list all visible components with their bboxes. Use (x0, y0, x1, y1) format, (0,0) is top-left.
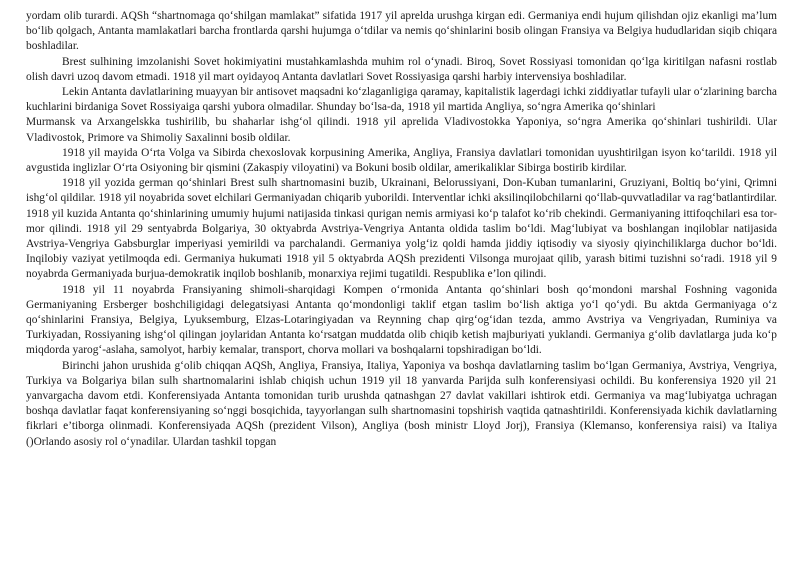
paragraph-2: Brest sulhining imzolanishi Sovet hokimiyatini mustahkamlashda muhim rol o‘ynadi. Biroq, Sovet Rossiyasi tomonidan qo‘lga kiritilgan nafasni rostlab olish davri uzoq davom etmadi. 1918 yil mart oyidayoq Antanta davlatlari Sovet Rossiyasiga qarshi harbiy intervensiya boshladilar. (26, 55, 777, 83)
paragraph-3: Lekin Antanta davlatlarining muayyan bir antisovet maqsadni ko‘zlaganligiga qaramay, kapitalistik lagerdagi ichki ziddiyatlar tufayli ular o‘zlarining barcha kuchlarini birdaniga Sovet Rossiyaiga qarshi yubora olmadilar. Shunday bo‘lsa-da, 1918 yil martida Angliya, so‘ngra Amerika qo‘shinlari (26, 86, 777, 114)
paragraph-6: 1918 yil yozida german qo‘shinlari Brest sulh shartnomasini buzib, Ukrainani, Belorussiyani, Don-Kuban tumanlarini, Gruziyani, Boltiq bo‘yini, Qrimni ishg‘ol qildilar. 1918 yil noyabrida sovet elchilari Germaniyadan chiqarib yuborildi. Interventlar ichki aksilinqilobchilarni qo‘llab-quvvatladilar va rag‘batlantirdilar. 1918 yil kuzida Antanta qo‘shinlarining umumiy hujumi natijasida tinkasi qurigan nemis armiyasi ko‘p talafot ko‘rib chekindi. Germaniyaning ittifoqchilari esa tor-mor qilindi. 1918 yil 29 sentyabrda Bolgariya, 30 oktyabrda Avstriya-Vengriya Antanta oldida taslim bo‘ldi. Mag‘lubiyat va boshlangan inqiloblar natijasida Avstriya-Vengriya Gabsburglar imperiyasi yemirildi va parchalandi. Germaniya yolg‘iz qoldi hamda jiddiy iqtisodiy va siyosiy qiyinchiliklarga duchor bo‘ldi. Inqilobiy vaziyat yetilmoqda edi. Germaniya hukumati 1918 yil 5 oktyabrda AQSh prezidenti Vilsonga murojaat qilib, yarash bitimi tuzishni so‘radi. 1918 yil 9 noyabrda Germaniyada burjua-demokratik inqilob boshlanib, monarxiya rejimi tugatildi. Respublika e’lon qilindi. (26, 177, 777, 281)
paragraph-5: 1918 yil mayida O‘rta Volga va Sibirda chexoslovak korpusining Amerika, Angliya, Fransiya davlatlari tomonidan uyushtirilgan isyon ko‘tarildi. 1918 yil avgustida inglizlar O‘rta Osiyoning bir qismini (Zakaspiy viloyatini) va Bokuni bosib oldilar, amerikaliklar Sibirga bostirib kirdilar. (26, 146, 777, 175)
document-body (26, 9, 777, 450)
paragraph-7: 1918 yil 11 noyabrda Fransiyaning shimoli-sharqidagi Kompen o‘rmonida Antanta qo‘shinlari bosh qo‘mondoni marshal Foshning vagonida Germaniyaning Ersberger boshchiligidagi delegatsiyasi Antanta qo‘mondonligi taklif etgan taslim bo‘lish aktiga yo‘l qo‘ydi. Bu aktda Germaniyaga o‘z qo‘shinlarini Fransiya, Belgiya, Lyuksemburg, Elzas-Lotaringiyadan va Reynning chap qirg‘og‘idan tezda, ammo Avstriya va Vengriyadan, Ruminiya va Turkiyadan, Rossiyaning ishg‘ol qilingan joylaridan Antanta ko‘rsatgan muddatda olib chiqib ketish majburiyati yuklandi. Germaniya g‘olib davlatlarga juda ko‘p miqdorda yarog‘-aslaha, samolyot, harbiy kemalar, transport, chorva mollari va boshqalarni topshiradigan bo‘ldi. (26, 283, 777, 357)
paragraph-4: Murmansk va Arxangelskka tushirilib, bu shaharlar ishg‘ol qilindi. 1918 yil aprelida Vladivostokka Yaponiya, so‘ngra Amerika qo‘shinlari tushirildi. Ular Vladivostok, Primore va Shimoliy Saxalinni bosib oldilar. (26, 116, 777, 144)
paragraph-8: Birinchi jahon urushida g‘olib chiqqan AQSh, Angliya, Fransiya, Italiya, Yaponiya va boshqa davlatlarning taslim bo‘lgan Germaniya, Avstriya, Vengriya, Turkiya va Bolgariya bilan sulh shartnomalarini ishlab chiqish uchun 1919 yil 18 yanvarda Parijda sulh konferensiyasi ochildi. Bu konferensiya 1920 yil 21 yanvargacha davom etdi. Konferensiyada Antanta tomonidan turib urushda qatnashgan 27 davlat vakillari ishtirok etdi. Germaniya va mag‘lubiyatga uchragan boshqa davlatlar faqat konferensiyaning so‘nggi bosqichida, tayyorlangan sulh shartnomasini topshirish vaqtida qatnashtirildi. Konferensiyada kichik davlatlarning fikrlari e’tiborga olinmadi. Konferensiyada AQSh (prezident Vilson), Angliya (bosh ministr Lloyd Jorj), Fransiya (Klemanso, konferensiya raisi) va Italiya ()Orlando asosiy rol o‘ynadilar. Ulardan tashkil topgan (26, 359, 777, 448)
paragraph-1: yordam olib turardi. AQSh “shartnomaga qo‘shilgan mamlakat” sifatida 1917 yil aprelda urushga kirgan edi. Germaniya endi hujum qilishdan ojiz ekanligi ma’lum bo‘lib qolgach, Antanta mamlakatlari barcha frontlarda qarshi hujumga o‘tdilar va nemis qo‘shinlarini bosib olingan Fransiya va Belgiya hududlaridan siqib chiqara boshladilar. (26, 10, 777, 53)
